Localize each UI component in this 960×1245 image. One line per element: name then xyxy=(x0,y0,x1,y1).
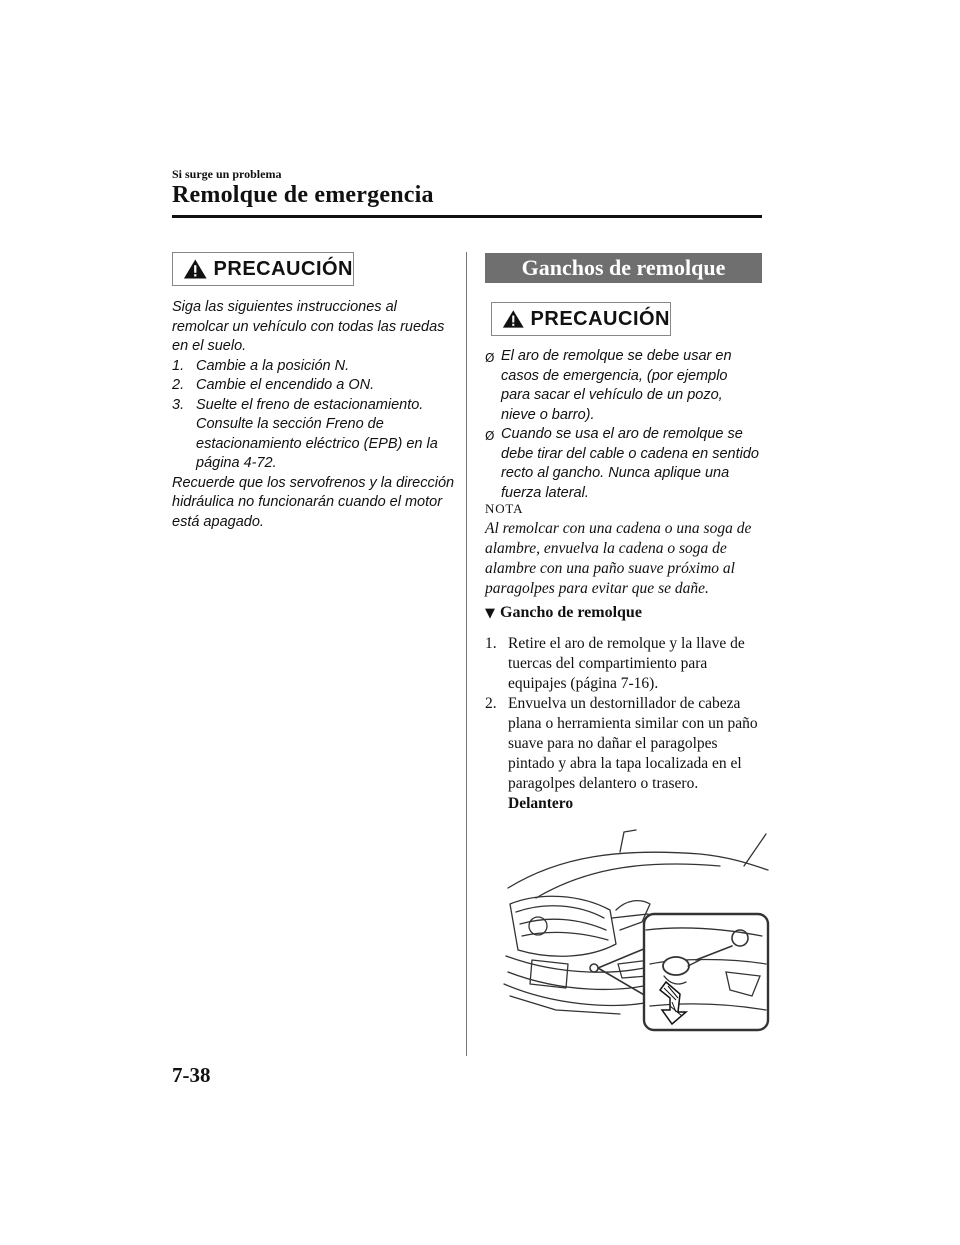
subsection-title: Gancho de remolque xyxy=(500,604,642,621)
list-item xyxy=(485,425,760,503)
list-item xyxy=(172,357,457,377)
step-content xyxy=(508,694,767,814)
list-item xyxy=(485,347,760,425)
caution-steps xyxy=(172,357,457,474)
bullet-arrow-icon: Ø xyxy=(485,351,495,365)
bullet-text: El aro de remolque se debe usar en casos de emergencia, (por ejemplo para sacar el vehículo de un pozo, nieve o barro). xyxy=(501,348,732,423)
caution-intro: Siga las siguientes instrucciones al remolcar un vehículo con todas las ruedas en el suelo. xyxy=(172,299,445,354)
page-number: 7-38 xyxy=(172,1063,211,1087)
step-number: 1. xyxy=(485,635,497,652)
step-text: Cambie el encendido a ON. xyxy=(196,377,375,393)
warning-icon xyxy=(183,258,208,280)
column-divider xyxy=(466,252,467,1056)
bullet-text: Cuando se usa el aro de remolque se debe tirar del cable o cadena en sentido recto al gancho. Nunca aplique una fuerza lateral. xyxy=(501,426,759,501)
subsection-heading xyxy=(485,604,642,622)
procedure-steps xyxy=(485,634,767,814)
list-item xyxy=(172,376,457,396)
caution-bullets xyxy=(485,347,760,503)
triangle-down-icon: ▼ xyxy=(485,606,495,621)
step-number: 3. xyxy=(172,396,185,413)
note-block xyxy=(485,499,765,599)
step-text: Suelte el freno de estacionamiento. Consulte la sección Freno de estacionamiento eléctrico (EPB) en la página 4-72. xyxy=(196,396,438,471)
list-item xyxy=(485,634,767,694)
note-heading: NOTA xyxy=(485,501,524,516)
header-rule xyxy=(172,215,762,218)
step-sublabel: Delantero xyxy=(508,795,574,812)
bullet-arrow-icon: Ø xyxy=(485,429,495,443)
steps-list xyxy=(485,634,767,814)
caution-box-right xyxy=(491,302,671,336)
caution-label: PRECAUCIÓN xyxy=(530,307,670,330)
step-number: 2. xyxy=(485,695,497,712)
page-title: Remolque de emergencia xyxy=(172,182,434,208)
warning-icon xyxy=(502,308,525,330)
step-text: Cambie a la posición N. xyxy=(196,357,350,374)
right-caution-text xyxy=(485,347,760,503)
list-item xyxy=(485,694,767,814)
left-caution-text xyxy=(172,298,457,532)
caution-box-left xyxy=(172,252,354,286)
step-text: Envuelva un destornillador de cabeza plana o herramienta similar con un paño suave para no dañar el paragolpes pintado y abra la tapa localizada en el paragolpes delantero o trasero. xyxy=(508,695,758,792)
section-label: Si surge un problema xyxy=(172,167,282,181)
list-item xyxy=(172,396,457,474)
step-text: Retire el aro de remolque y la llave de tuercas del compartimiento para equipajes (página 7-16). xyxy=(508,635,745,692)
note-body: Al remolcar con una cadena o una soga de alambre, envuelva la cadena o soga de alambre con una paño suave próximo al paragolpes para evitar que se dañe. xyxy=(485,520,752,597)
step-number: 1. xyxy=(172,357,185,374)
caution-outro: Recuerde que los servofrenos y la dirección hidráulica no funcionarán cuando el motor está apagado. xyxy=(172,474,455,530)
front-bumper-illustration xyxy=(500,826,772,1032)
caution-label: PRECAUCIÓN xyxy=(213,257,353,280)
section-banner: Ganchos de remolque xyxy=(485,253,762,283)
step-number: 2. xyxy=(172,377,185,393)
